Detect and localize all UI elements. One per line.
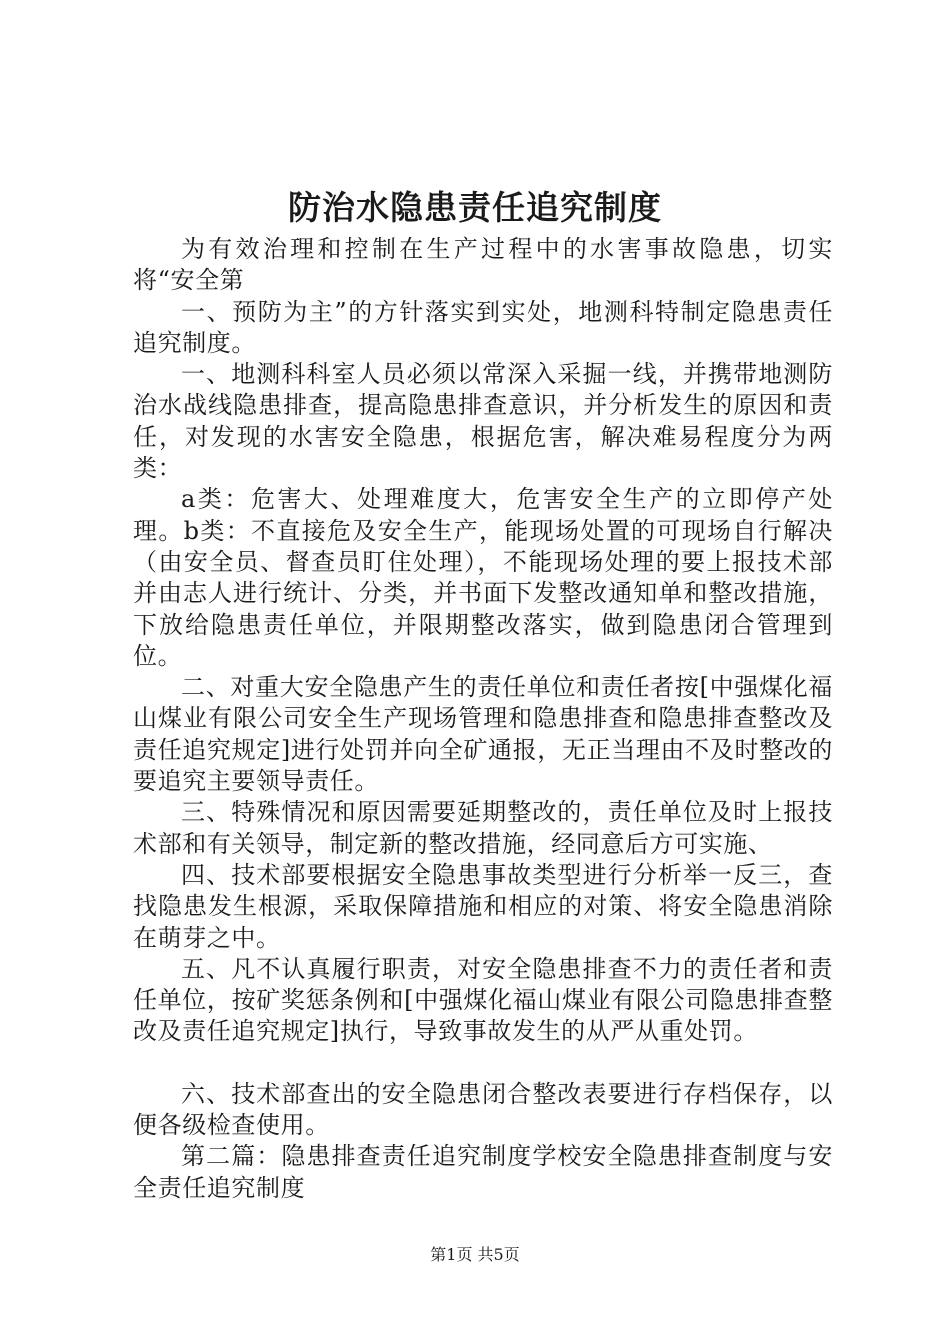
paragraph-item-4: 四、技术部要根据安全隐患事故类型进行分析举一反三，查找隐患发生根源，采取保障措施和相应的对策、将安全隐患消除在萌芽之中。 bbox=[133, 860, 833, 952]
paragraph-item-5: 五、凡不认真履行职责，对安全隐患排查不力的责任者和责任单位，按矿奖惩条例和[中强煤化福山煤业有限公司隐患排查整改及责任追究规定]执行，导致事故发生的从严从重处罚。 bbox=[133, 954, 833, 1046]
paragraph-item-1: 一、地测科科室人员必须以常深入采掘一线，并携带地测防治水战线隐患排查，提高隐患排查意识，并分析发生的原因和责任，对发现的水害安全隐患，根据危害，解决难易程度分为两类： bbox=[133, 360, 833, 483]
page-total: 共5页 bbox=[477, 1245, 520, 1264]
paragraph-classification: a类：危害大、处理难度大，危害安全生产的立即停产处理。b类：不直接危及安全生产，能现场处置的可现场自行解决（由安全员、督查员盯住处理），不能现场处理的要上报技术部并由志人进行统计、分类，并书面下发整改通知单和整改措施，下放给隐患责任单位，并限期整改落实，做到隐患闭合管理到位。 bbox=[133, 485, 833, 670]
paragraph-item-6: 六、技术部查出的安全隐患闭合整改表要进行存档保存，以便各级检查使用。 bbox=[133, 1079, 833, 1140]
paragraph-intro: 为有效治理和控制在生产过程中的水害事故隐患，切实将“安全第 bbox=[133, 235, 833, 295]
document-title: 防治水隐患责任追究制度 bbox=[288, 188, 662, 227]
page-footer bbox=[0, 1244, 950, 1266]
paragraph-item-2: 二、对重大安全隐患产生的责任单位和责任者按[中强煤化福山煤业有限公司安全生产现场管理和隐患排查和隐患排查整改及责任追究规定]进行处罚并向全矿通报，无正当理由不及时整改的要追究主要领导责任。 bbox=[133, 673, 833, 796]
paragraph-item-3: 三、特殊情况和原因需要延期整改的，责任单位及时上报技术部和有关领导，制定新的整改措施，经同意后方可实施、 bbox=[133, 798, 833, 858]
page-number: 第1页 bbox=[430, 1245, 473, 1264]
paragraph-intro-continued: 一、预防为主”的方针落实到实处，地测科特制定隐患责任追究制度。 bbox=[133, 297, 833, 357]
document-body bbox=[133, 234, 833, 1204]
paragraph-second-article-heading: 第二篇：隐患排查责任追究制度学校安全隐患排查制度与安全责任追究制度 bbox=[133, 1142, 833, 1202]
